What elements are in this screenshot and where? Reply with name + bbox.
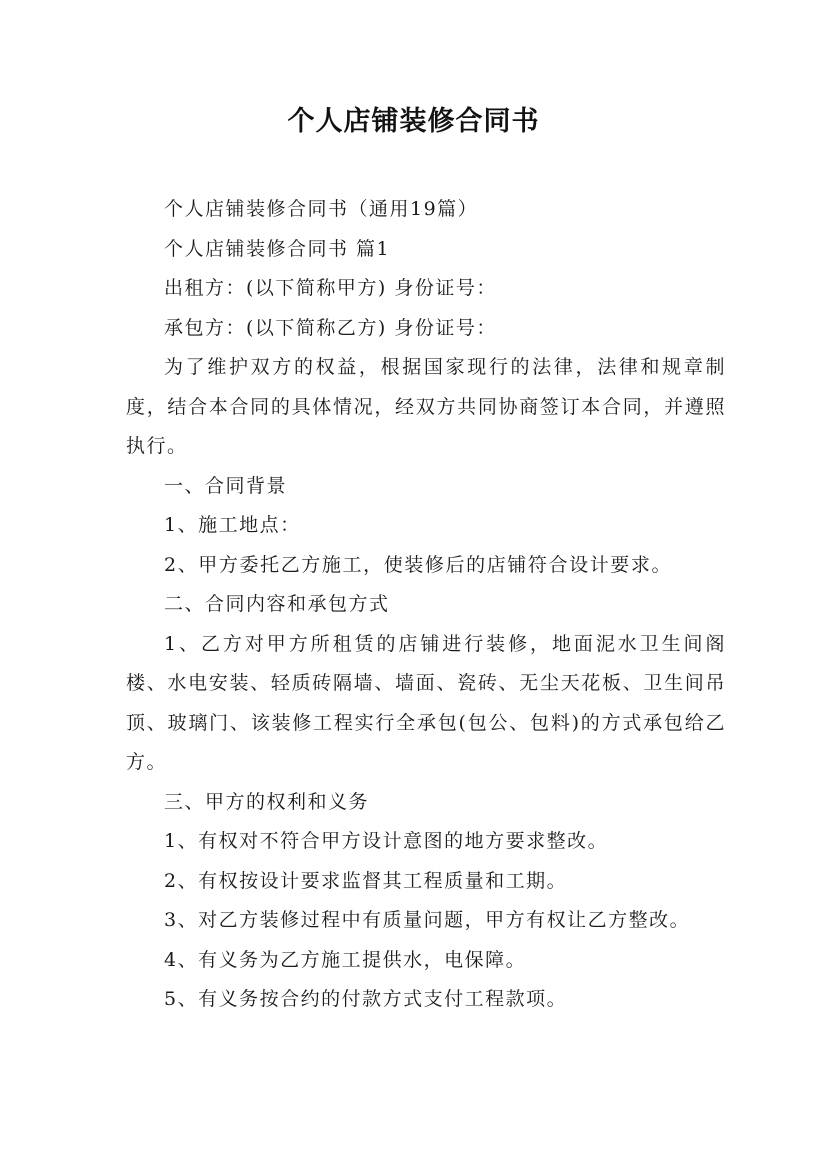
heading-party-a-rights: 三、甲方的权利和义务 — [164, 790, 370, 813]
paragraph-right-supervise: 2、有权按设计要求监督其工程质量和工期。 — [164, 869, 568, 892]
heading-contract-content: 二、合同内容和承包方式 — [164, 593, 390, 615]
paragraph-duty-payment: 5、有义务按合约的付款方式支付工程款项。 — [164, 988, 568, 1010]
paragraph-lessor: 出租方：(以下简称甲方) 身份证号： — [164, 277, 497, 299]
paragraph-preamble: 为了维护双方的权益，根据国家现行的法律，法律和规章制度，结合本合同的具体情况，经双方共同协商签订本合同，并遵照执行。 — [126, 356, 726, 457]
document-title: 个人店铺装修合同书 — [287, 106, 540, 137]
paragraph-renovation-scope: 1、乙方对甲方所租赁的店铺进行装修，地面泥水卫生间阁楼、水电安装、轻质砖隔墙、墙面、瓷砖、无尘天花板、卫生间吊顶、玻璃门、该装修工程实行全承包(包公、包料)的方式承包给乙方。 — [126, 632, 726, 773]
paragraph-commission: 2、甲方委托乙方施工，使装修后的店铺符合设计要求。 — [164, 553, 673, 576]
paragraph-right-quality: 3、对乙方装修过程中有质量问题，甲方有权让乙方整改。 — [164, 909, 691, 931]
paragraph-contractor: 承包方：(以下简称乙方) 身份证号： — [164, 316, 497, 339]
paragraph-subtitle: 个人店铺装修合同书（通用19篇） — [164, 198, 479, 220]
paragraph-duty-utilities: 4、有义务为乙方施工提供水，电保障。 — [164, 948, 527, 971]
paragraph-construction-site: 1、施工地点： — [164, 514, 301, 536]
paragraph-section-heading: 个人店铺装修合同书 篇1 — [164, 237, 391, 260]
document-body — [126, 190, 726, 1020]
heading-contract-background: 一、合同背景 — [164, 474, 288, 497]
paragraph-right-rectify: 1、有权对不符合甲方设计意图的地方要求整改。 — [164, 830, 609, 852]
